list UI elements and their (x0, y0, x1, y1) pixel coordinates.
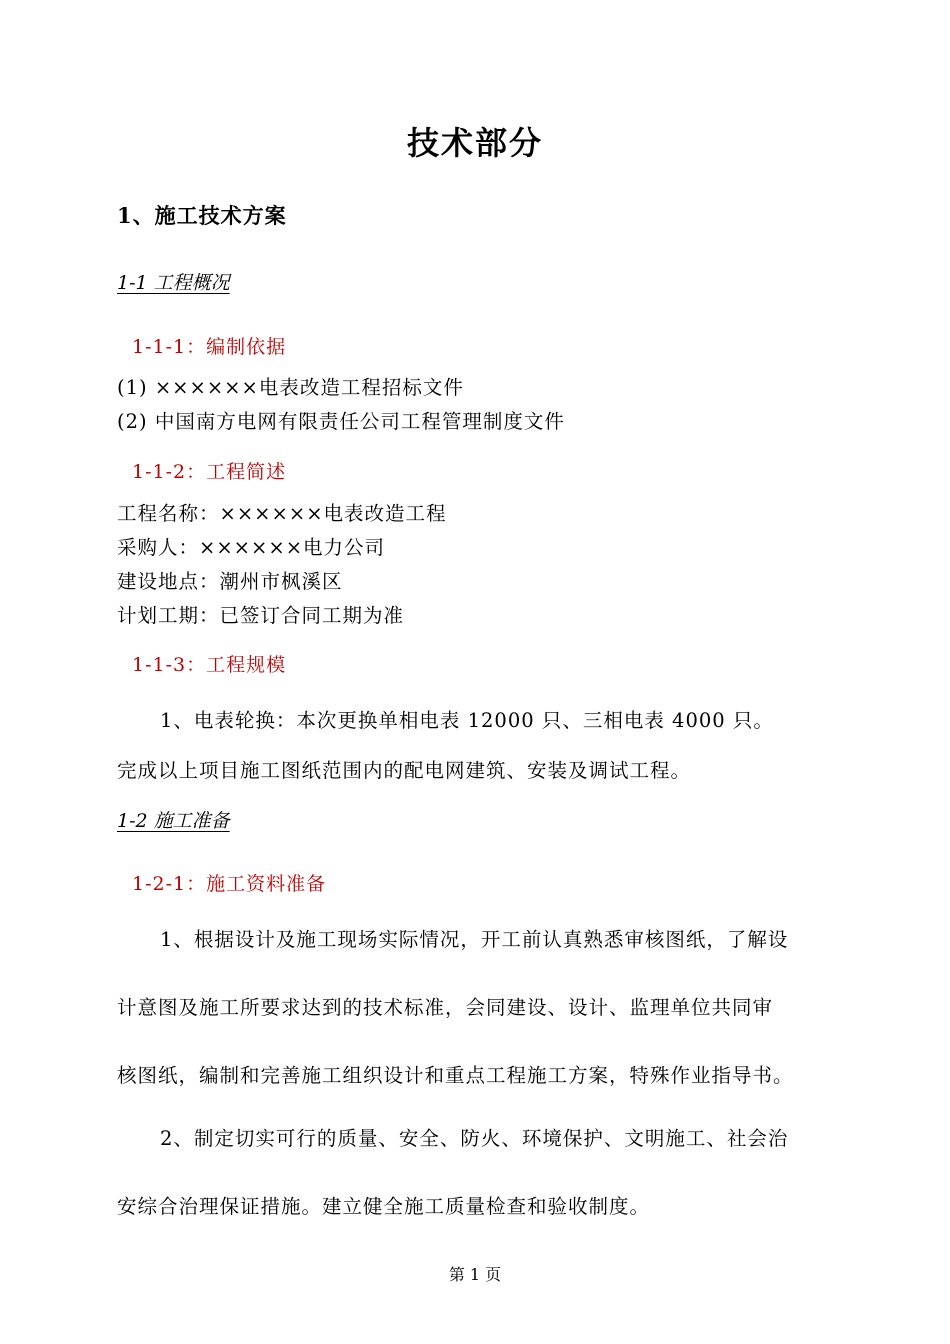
scale-summary: 完成以上项目施工图纸范围内的配电网建筑、安装及调试工程。 (117, 759, 692, 782)
basis-item: (1) ××××××电表改造工程招标文件 (117, 376, 464, 399)
paragraph-line: 1、根据设计及施工现场实际情况，开工前认真熟悉审核图纸，了解设 (160, 928, 789, 951)
scale-item: 1、电表轮换：本次更换单相电表 12000 只、三相电表 4000 只。 (160, 709, 774, 732)
subsubsection-heading-1-1-1: 1-1-1：编制依据 (132, 336, 287, 358)
overview-line: 计划工期：已签订合同工期为准 (117, 604, 405, 627)
basis-item: (2) 中国南方电网有限责任公司工程管理制度文件 (117, 410, 565, 433)
subsubsection-heading-1-1-3: 1-1-3：工程规模 (132, 654, 287, 676)
paragraph-line: 安综合治理保证措施。建立健全施工质量检查和验收制度。 (117, 1195, 651, 1218)
section-heading-1: 1、施工技术方案 (117, 203, 287, 228)
subsubsection-heading-1-1-2: 1-1-2：工程简述 (132, 461, 287, 483)
subsubsection-heading-1-2-1: 1-2-1：施工资料准备 (132, 873, 327, 895)
page-number-footer: 第 1 页 (448, 1265, 502, 1284)
overview-line: 采购人：××××××电力公司 (117, 536, 386, 559)
paragraph-line: 核图纸，编制和完善施工组织设计和重点工程施工方案，特殊作业指导书。 (117, 1064, 794, 1087)
page-title: 技术部分 (406, 124, 543, 162)
overview-line: 工程名称：××××××电表改造工程 (117, 502, 447, 525)
paragraph-line: 计意图及施工所要求达到的技术标准，会同建设、设计、监理单位共同审 (117, 996, 774, 1019)
subsection-heading-1-2: 1-2 施工准备 (117, 810, 230, 832)
overview-line: 建设地点：潮州市枫溪区 (117, 570, 343, 593)
paragraph-line: 2、制定切实可行的质量、安全、防火、环境保护、文明施工、社会治 (160, 1127, 789, 1150)
subsection-heading-1-1: 1-1 工程概况 (117, 272, 230, 294)
